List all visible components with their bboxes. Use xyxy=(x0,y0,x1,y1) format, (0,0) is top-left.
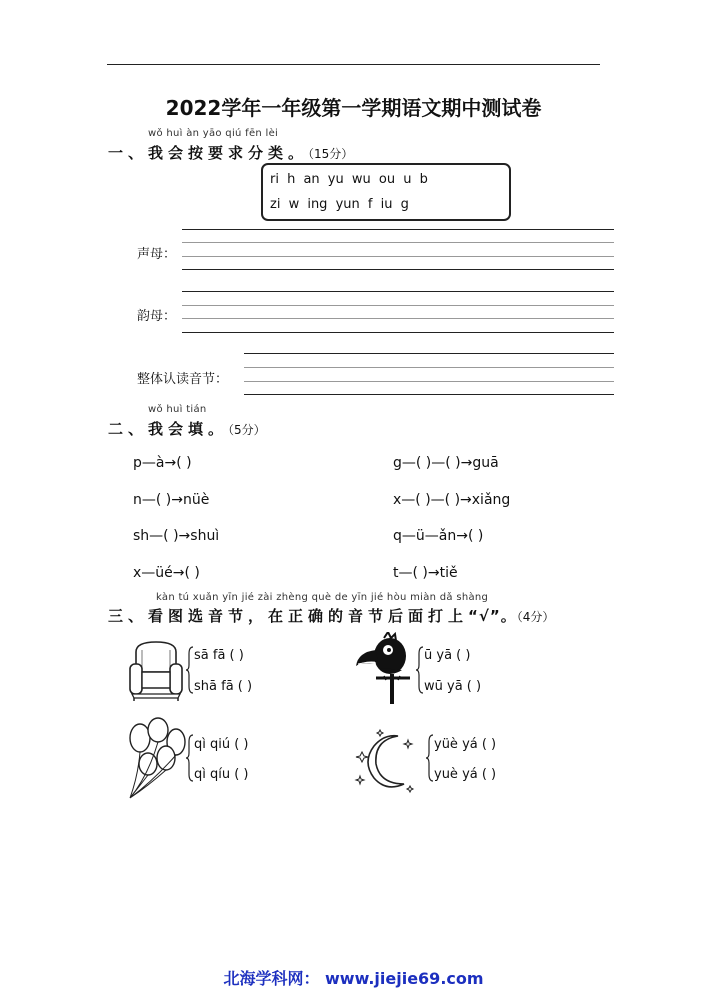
moon-picture xyxy=(352,726,422,796)
section1-points: （15分） xyxy=(308,147,354,161)
moon-option-2[interactable]: yuè yá ( ) xyxy=(434,767,497,782)
shengmu-line-1[interactable] xyxy=(182,229,614,230)
sofa-option-2[interactable]: shā fā ( ) xyxy=(194,679,253,694)
fill-item-7[interactable]: x—üé→( ) xyxy=(133,565,200,581)
sofa-picture xyxy=(128,638,184,702)
yunmu-line-1[interactable] xyxy=(182,291,614,292)
sofa-option-1[interactable]: sā fā ( ) xyxy=(194,648,244,663)
section2-points: （5分） xyxy=(228,423,266,437)
section2-pinyin: wǒ huì tián xyxy=(148,404,207,415)
fill-item-8[interactable]: t—( )→tiě xyxy=(393,565,458,581)
section3-points: （4分） xyxy=(516,610,555,624)
yunmu-line-3[interactable] xyxy=(182,318,614,319)
zhengti-line-1[interactable] xyxy=(244,353,614,354)
moon-option-1[interactable]: yüè yá ( ) xyxy=(434,737,497,752)
balloons-picture xyxy=(124,716,190,802)
letter-box-row2: zi w ing yun f iu g xyxy=(270,197,409,212)
letter-box-row1: ri h an yu wu ou u b xyxy=(270,172,428,187)
shengmu-line-4[interactable] xyxy=(182,269,614,270)
fill-item-2[interactable]: g—( )—( )→guā xyxy=(393,455,499,471)
section3-mark: “√”。 xyxy=(468,607,517,625)
balloons-option-2[interactable]: qì qíu ( ) xyxy=(194,767,249,782)
brace-icon xyxy=(426,734,434,782)
section3-heading-text: 三、看图选音节，在正确的音节后面打上 xyxy=(108,607,469,625)
section2-heading xyxy=(108,418,266,439)
zhengti-line-3[interactable] xyxy=(244,381,614,382)
fill-item-3[interactable]: n—( )→nüè xyxy=(133,492,210,508)
yunmu-line-4[interactable] xyxy=(182,332,614,333)
section3-pinyin: kàn tú xuǎn yīn jié zài zhèng què de yīn jié hòu miàn dǎ shàng xyxy=(156,592,489,603)
balloons-option-1[interactable]: qì qiú ( ) xyxy=(194,737,249,752)
shengmu-line-2[interactable] xyxy=(182,242,614,243)
section3-heading xyxy=(108,605,554,626)
brace-icon xyxy=(186,646,194,694)
fill-item-6[interactable]: q—ü—ǎn→( ) xyxy=(393,528,484,544)
crow-option-2[interactable]: wū yā ( ) xyxy=(424,679,482,694)
footer-site[interactable]: 北海学科网： www.jiejie69.com xyxy=(223,969,484,988)
top-rule xyxy=(107,64,600,65)
fill-item-4[interactable]: x—( )—( )→xiǎng xyxy=(393,492,511,508)
brace-icon xyxy=(416,646,424,694)
zhengti-line-4[interactable] xyxy=(244,394,614,395)
crow-option-1[interactable]: ū yā ( ) xyxy=(424,648,471,663)
brace-icon xyxy=(186,734,194,782)
zhengti-line-2[interactable] xyxy=(244,367,614,368)
fill-item-1[interactable]: p—à→( ) xyxy=(133,455,192,471)
shengmu-line-3[interactable] xyxy=(182,256,614,257)
label-shengmu: 声母： xyxy=(137,247,177,262)
crow-picture xyxy=(354,632,416,708)
yunmu-line-2[interactable] xyxy=(182,305,614,306)
label-yunmu: 韵母： xyxy=(137,309,177,324)
label-zhengti: 整体认读音节： xyxy=(137,372,229,387)
page-title: 2022学年一年级第一学期语文期中测试卷 xyxy=(165,96,542,120)
section1-heading xyxy=(108,142,353,163)
fill-item-5[interactable]: sh—( )→shuì xyxy=(133,528,220,544)
section1-pinyin: wǒ huì àn yāo qiú fēn lèi xyxy=(148,128,279,139)
section1-heading-text: 一、我会按要求分类。 xyxy=(108,144,309,162)
section2-heading-text: 二、我会填。 xyxy=(108,420,229,438)
